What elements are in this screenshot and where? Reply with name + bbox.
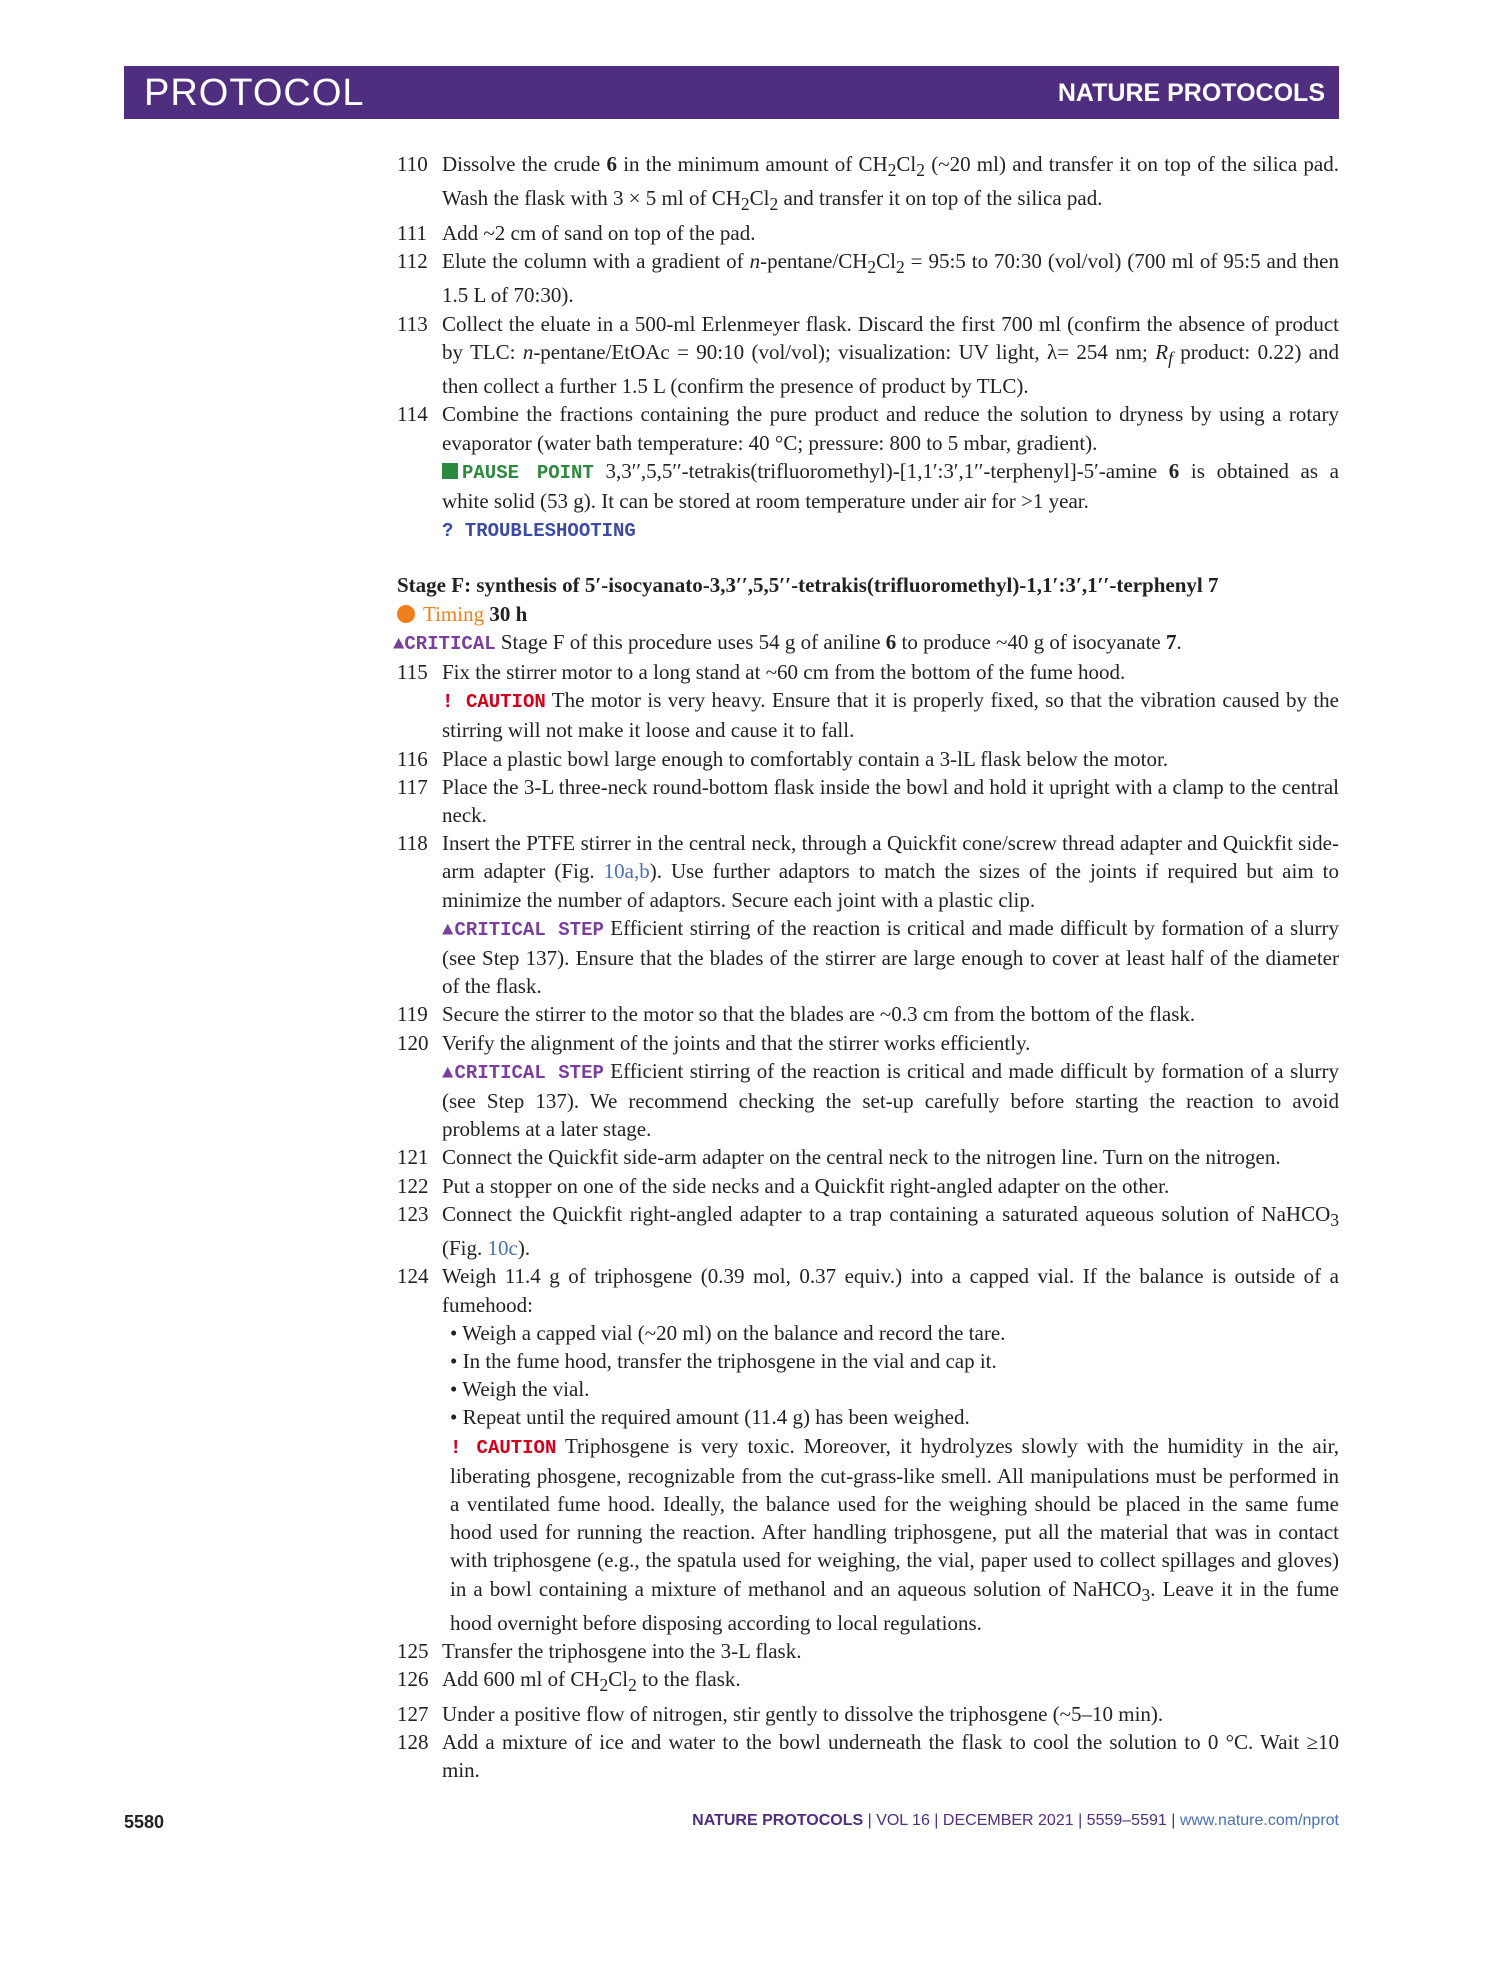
step-text: Secure the stirrer to the motor so that the blades are ~0.3 cm from the bottom of the flask. — [442, 1002, 1196, 1027]
step-list-b — [397, 658, 1339, 1319]
step-text: Insert the PTFE stirrer in the central neck, through a Quickfit cone/screw thread adapter and Quickfit side-arm adapter (Fig. 10a,b). Use further adaptors to match the sizes of the joints if required but aim to minimize the number of adaptors. Secure each joint with a plastic clip. — [442, 831, 1339, 912]
step-number: 112 — [397, 248, 428, 273]
step-number: 114 — [397, 402, 428, 427]
header-journal-name: NATURE PROTOCOLS — [1057, 79, 1325, 107]
step-number: 122 — [397, 1173, 429, 1198]
step-text: Add 600 ml of $CH_2Cl_2$ to the flask. — [442, 1667, 741, 1696]
note-text: The motor is very heavy. Ensure that it is properly fixed, so that the vibration caused by the stirring will not make it loose and cause it to fall. — [442, 688, 1339, 743]
step-112 — [397, 247, 1339, 310]
page-number: 5580 — [124, 1812, 165, 1832]
caution-note — [442, 1432, 1339, 1638]
troubleshooting — [397, 515, 1339, 545]
stage-f-title: Stage F: synthesis of 5′-isocyanato-3,3′′,5,5′′-tetrakis(trifluoromethyl)-1,1′:3′,1′′-terphenyl 7 — [397, 573, 1219, 598]
step-117 — [397, 773, 1339, 829]
step-text: Add a mixture of ice and water to the bowl underneath the flask to cool the solution to 0 °C. Wait ≥10 min. — [442, 1730, 1339, 1783]
bullet-item: • Repeat until the required amount (11.4 g) has been weighed. — [450, 1405, 970, 1430]
step-124-details — [397, 1319, 1339, 1637]
step-text: Verify the alignment of the joints and that the stirrer works efficiently. — [442, 1030, 1031, 1055]
step-number: 111 — [397, 220, 427, 245]
footer-journal: NATURE PROTOCOLS — [692, 1812, 864, 1829]
step-text: Combine the fractions containing the pure product and reduce the solution to dryness by using a rotary evaporator (water bath temperature: 40 °C; pressure: 800 to 5 mbar, gradient). — [442, 402, 1339, 455]
step-text: Fix the stirrer motor to a long stand at ~60 cm from the bottom of the fume hood. — [442, 660, 1126, 684]
step-number: 110 — [397, 152, 428, 176]
step-list-c — [397, 1637, 1339, 1784]
troubleshooting-link[interactable]: ? TROUBLESHOOTING — [442, 520, 636, 543]
step-text: Weigh 11.4 g of triphosgene (0.39 mol, 0.37 equiv.) into a capped vial. If the balance is outside of a fumehood: — [442, 1264, 1339, 1317]
step-text: Place a plastic bowl large enough to comfortably contain a 3-lL flask below the motor. — [442, 746, 1169, 771]
step-text: Connect the Quickfit right-angled adapter to a trap containing a saturated aqueous solution of NaHCO$_3$ (Fig. 10c). — [442, 1201, 1339, 1261]
caution-text: Triphosgene is very toxic. Moreover, it hydrolyzes slowly with the humidity in the air, liberating phosgene, recognizable from the cut-grass-like smell. All manipulations must be performed in a ventilated fume hood. Ideally, the balance used for the weighing should be placed in the same fume hood used for running the reaction. After handling triphosgene, put all the material that was in contact with triphosgene (e.g., the spatula used for weighing, the vial, paper used to collect spillages and gloves) in a bowl containing a mixture of methanol and an aqueous solution of NaHCO$_3$. Leave it in the fume hood overnight before disposing according to local regulations. — [450, 1433, 1339, 1636]
step-113 — [397, 310, 1339, 401]
step-number: 113 — [397, 311, 428, 336]
bullet-item: • In the fume hood, transfer the triphosgene in the vial and cap it. — [450, 1349, 997, 1374]
header-section-label: PROTOCOL — [144, 72, 365, 114]
step-text: Add ~2 cm of sand on top of the pad. — [442, 220, 756, 245]
critical-step-note — [442, 1057, 1339, 1144]
footer-url[interactable]: www.nature.com/nprot — [1179, 1812, 1339, 1829]
caution-label: ! CAUTION — [450, 1436, 557, 1459]
critical-text: Stage F of this procedure uses 54 g of aniline 6 to produce ~40 g of isocyanate 7. — [500, 629, 1182, 654]
article-body — [393, 150, 1340, 1784]
note-text: Efficient stirring of the reaction is critical and made difficult by formation of a slurry (see Step 137). We recommend checking the set-up carefully before starting the reaction to avoid problems at a later stage. — [442, 1058, 1339, 1142]
step-122 — [397, 1172, 1339, 1200]
pause-square-icon — [442, 463, 458, 479]
step-111 — [397, 219, 1339, 247]
step-text: Dissolve the crude 6 in the minimum amount of $CH_2Cl_2$ (~20 ml) and transfer it on top of the silica pad. Wash the flask with 3 × 5 ml of $CH_2Cl_2$ and transfer it on top of the silica pad. — [442, 152, 1339, 215]
note-label: ▲CRITICAL STEP — [442, 1061, 604, 1084]
step-number: 119 — [397, 1002, 428, 1027]
bullet-item: • Weigh the vial. — [450, 1377, 590, 1402]
step-number: 128 — [397, 1730, 429, 1755]
step-126 — [397, 1665, 1339, 1699]
bullet-list — [442, 1319, 1339, 1432]
step-115 — [397, 658, 1339, 745]
step-125 — [397, 1637, 1339, 1665]
note-label: ! CAUTION — [442, 691, 546, 714]
step-text: Under a positive flow of nitrogen, stir gently to dissolve the triphosgene (~5–10 min). — [442, 1701, 1164, 1726]
timing-label: Timing — [423, 601, 485, 626]
step-text: Connect the Quickfit side-arm adapter on the central neck to the nitrogen line. Turn on the nitrogen. — [442, 1145, 1281, 1170]
step-number: 121 — [397, 1145, 429, 1170]
step-123 — [397, 1200, 1339, 1263]
step-110 — [397, 150, 1339, 219]
step-121 — [397, 1143, 1339, 1171]
step-number: 120 — [397, 1030, 429, 1055]
footer-date: DECEMBER 2021 — [942, 1812, 1074, 1829]
pause-point — [397, 457, 1339, 515]
step-text: Place the 3-L three-neck round-bottom flask inside the bowl and hold it upright with a clamp to the central neck. — [442, 774, 1339, 828]
step-text: Transfer the triphosgene into the 3-L flask. — [442, 1639, 802, 1664]
stage-f-critical — [393, 628, 1339, 658]
pause-point-label: PAUSE POINT — [462, 461, 594, 484]
timing-dot-icon — [397, 605, 415, 623]
footer-pages: 5559–5591 — [1086, 1812, 1167, 1829]
step-120 — [397, 1029, 1339, 1144]
note-text: Efficient stirring of the reaction is critical and made difficult by formation of a slurry (see Step 137). Ensure that the blades of the stirrer are large enough to cover at least half of the diameter of the flask. — [442, 915, 1339, 999]
step-118 — [397, 829, 1339, 1000]
step-128 — [397, 1728, 1339, 1784]
step-number: 116 — [397, 746, 428, 771]
step-number: 124 — [397, 1264, 429, 1289]
footer-citation: NATURE PROTOCOLS | VOL 16 | DECEMBER 2021 | 5559–5591 | www.nature.com/nprot — [692, 1812, 1339, 1829]
critical-label: ▲CRITICAL — [393, 632, 496, 655]
step-number: 118 — [397, 831, 428, 856]
critical-step-note — [442, 914, 1339, 1001]
footer-volume: VOL 16 — [876, 1812, 930, 1829]
pause-point-text: 3,3′′,5,5′′-tetrakis(trifluoromethyl)-[1,1′:3′,1′′-terphenyl]-5′-amine 6 is obtained as a white solid (53 g). It can be stored at room temperature under air for >1 year. — [442, 458, 1339, 513]
step-number: 115 — [397, 660, 428, 684]
step-114 — [397, 400, 1339, 456]
note-label: ▲CRITICAL STEP — [442, 918, 604, 941]
bullet-item: • Weigh a capped vial (~20 ml) on the balance and record the tare. — [450, 1320, 1006, 1345]
step-number: 126 — [397, 1667, 429, 1692]
page-header — [124, 66, 1339, 119]
step-number: 125 — [397, 1639, 429, 1664]
stage-f-timing — [397, 600, 1339, 628]
timing-value: 30 h — [489, 601, 528, 626]
step-text: Collect the eluate in a 500-ml Erlenmeyer flask. Discard the first 700 ml (confirm the absence of product by TLC: n-pentane/EtOAc = 90:10 (vol/vol); visualization: UV light, λ= 254 nm; $R_f$ product: 0.22) and then collect a further 1.5 L (confirm the presence of product by TLC). — [442, 311, 1340, 399]
step-124 — [397, 1262, 1339, 1318]
step-116 — [397, 745, 1339, 773]
step-number: 127 — [397, 1701, 429, 1726]
caution-note — [442, 686, 1339, 744]
step-text: Put a stopper on one of the side necks and a Quickfit right-angled adapter on the other. — [442, 1173, 1170, 1198]
step-119 — [397, 1000, 1339, 1028]
step-list-a — [397, 150, 1339, 457]
step-127 — [397, 1700, 1339, 1728]
step-text: Elute the column with a gradient of $n-pentane/CH_2Cl_2$ = 95:5 to 70:30 (vol/vol) (700 ml of 95:5 and then 1.5 L of 70:30). — [442, 248, 1339, 308]
step-number: 117 — [397, 774, 428, 799]
step-number: 123 — [397, 1201, 429, 1226]
